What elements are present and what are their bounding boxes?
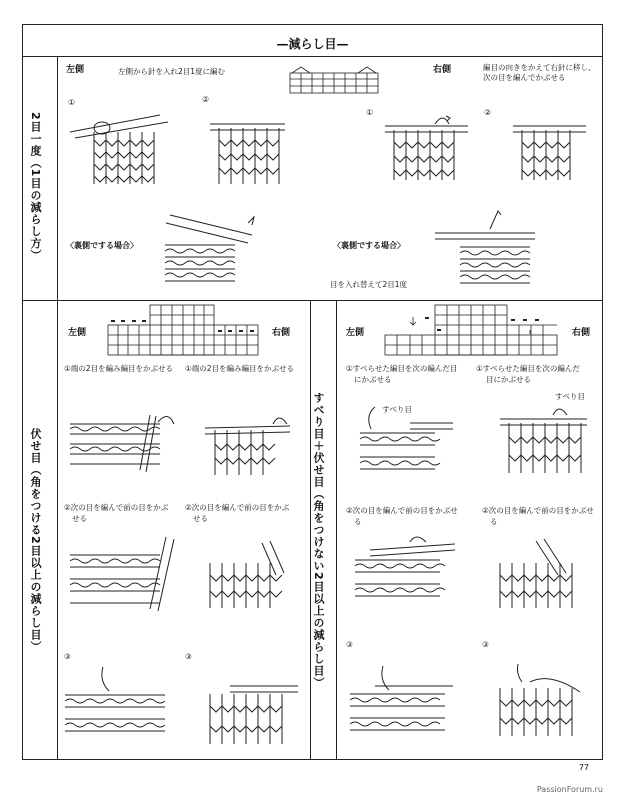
s1-purl-swatch-right bbox=[430, 205, 540, 290]
s3-step1-right-1: ①すべらせた編目を次の編んだ bbox=[476, 364, 580, 373]
section1-label: 2目一度（1目の減らし方） bbox=[29, 112, 42, 262]
s1-swatch-3 bbox=[380, 110, 470, 190]
s2-swatch-4 bbox=[200, 535, 300, 615]
page-number: 77 bbox=[578, 763, 589, 772]
s3-step3-left: ③ bbox=[346, 640, 353, 649]
s1-step2-left: ② bbox=[202, 95, 210, 104]
section2-label: 伏せ目（角をつける2目以上の減らし目） bbox=[29, 428, 42, 653]
s1-step1-left: ① bbox=[68, 98, 76, 107]
s3-swatch-4 bbox=[490, 535, 590, 615]
s1-left-note: 左側から針を入れ2目1度に編む bbox=[118, 67, 226, 76]
s2-swatch-1 bbox=[70, 410, 175, 480]
s3-slip-left-label: すべり目 bbox=[382, 405, 412, 414]
s2-swatch-2 bbox=[195, 410, 295, 480]
s1-left-side: 左側 bbox=[66, 65, 85, 75]
s3-swatch-2 bbox=[495, 395, 590, 480]
s2-step1-left: ①端の2目を編み編目をかぶせる bbox=[64, 364, 173, 373]
s2-swatch-3 bbox=[70, 535, 180, 615]
s3-step1-left-2: にかぶせる bbox=[354, 375, 392, 384]
s2-right-side: 右側 bbox=[272, 328, 291, 338]
s3-left-side: 左側 bbox=[346, 328, 365, 338]
s3-swatch-3 bbox=[350, 530, 460, 615]
s3-step2-right-1: ②次の目を編んで前の目をかぶせ bbox=[482, 506, 594, 515]
section-divider bbox=[22, 300, 603, 301]
s1-purl-right-note: 目を入れ替えて2目1度 bbox=[330, 280, 408, 289]
s3-step2-left-1: ②次の目を編んで前の目をかぶせ bbox=[346, 506, 458, 515]
s2-step2-right-2: せる bbox=[193, 514, 208, 523]
s1-right-note-2: 次の目を編んでかぶせる bbox=[483, 73, 566, 82]
s1-right-note-1: 編目の向きをかえて右針に移し、 bbox=[483, 63, 596, 72]
section3-label-top: すべり目＋伏せ目 bbox=[312, 392, 325, 488]
s1-purl-swatch-left bbox=[160, 205, 260, 290]
label-column-divider bbox=[57, 56, 58, 760]
s1-step1-right: ① bbox=[366, 108, 374, 117]
title-divider bbox=[22, 56, 603, 57]
s3-step2-left-2: る bbox=[354, 517, 362, 526]
section3-label-bottom: （角をつけない2目以上の減らし目） bbox=[312, 488, 325, 689]
s3-step1-left-1: ①すべらせた編目を次の編んだ目 bbox=[346, 364, 458, 373]
s2-swatch-5 bbox=[65, 665, 175, 745]
s2-step3-left: ③ bbox=[64, 652, 71, 661]
s3-swatch-1 bbox=[355, 405, 455, 485]
s1-purl-left-label: 〈裏側でする場合〉 bbox=[66, 241, 138, 250]
s2-step1-right: ①端の2目を編み編目をかぶせる bbox=[185, 364, 294, 373]
s2-step3-right: ③ bbox=[185, 652, 192, 661]
s3-swatch-6 bbox=[490, 660, 590, 740]
s1-swatch-2 bbox=[205, 110, 290, 190]
s2-left-side: 左側 bbox=[68, 328, 87, 338]
s2-step2-left-1: ②次の目を編んで前の目をかぶ bbox=[64, 503, 169, 512]
s3-swatch-5 bbox=[345, 660, 455, 740]
s1-right-side: 右側 bbox=[433, 65, 452, 75]
s2-swatch-6 bbox=[200, 670, 300, 750]
s3-slip-right-label: すべり目 bbox=[555, 392, 585, 401]
s1-chart-grid bbox=[290, 65, 380, 95]
middle-column-divider bbox=[310, 300, 311, 760]
s1-step2-right: ② bbox=[484, 108, 492, 117]
s2-step2-left-2: せる bbox=[72, 514, 87, 523]
s3-step1-right-2: 目にかぶせる bbox=[486, 375, 531, 384]
s1-swatch-1 bbox=[70, 110, 170, 190]
s3-step3-right: ③ bbox=[482, 640, 489, 649]
s3-right-side: 右側 bbox=[572, 328, 591, 338]
s1-swatch-4 bbox=[508, 110, 588, 190]
s3-chart-grid bbox=[385, 305, 560, 360]
section3-label-divider bbox=[336, 300, 337, 760]
s2-step2-right-1: ②次の目を編んで前の目をかぶ bbox=[185, 503, 290, 512]
watermark: PassionForum.ru bbox=[536, 785, 603, 794]
s1-purl-right-label: 〈裏側でする場合〉 bbox=[333, 241, 405, 250]
s3-step2-right-2: る bbox=[490, 517, 498, 526]
page-title: —減らし目— bbox=[276, 37, 349, 51]
s2-chart-grid bbox=[108, 305, 268, 360]
